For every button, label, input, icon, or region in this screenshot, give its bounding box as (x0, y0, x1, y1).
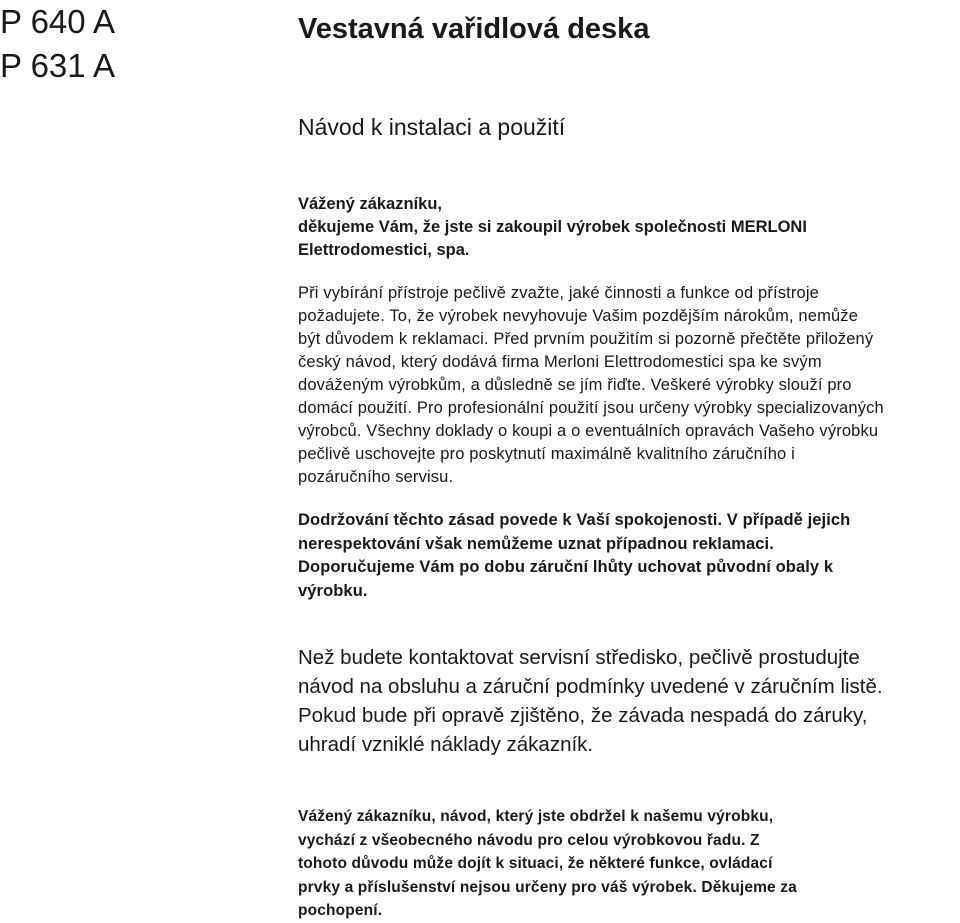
model-number: P 640 A (0, 3, 116, 40)
notice-line: výrobku. (298, 581, 368, 600)
greeting-paragraph (298, 193, 958, 262)
greeting-line: Elettrodomestici, spa. (298, 241, 470, 259)
service-paragraph (298, 643, 958, 759)
intro-line: pečlivě uschovejte pro poskytnutí maximálně kvalitního záručního i (298, 445, 795, 463)
intro-line: výrobců. Všechny doklady o koupi a o eventuálních opravách Vašeho výrobku (298, 422, 879, 440)
intro-line: požadujete. To, že výrobek nevyhovuje Vašim pozdějším nárokům, nemůže (298, 307, 859, 325)
greeting-line: Vážený zákazníku, (298, 195, 442, 213)
document-subtitle: Návod k instalaci a použití (298, 114, 566, 140)
service-line: návod na obsluhu a záruční podmínky uvedené v záručním listě. (298, 675, 883, 698)
intro-line: být důvodem k reklamaci. Před prvním použitím si pozorně přečtěte přiložený (298, 330, 874, 348)
note-line: vychází z všeobecného návodu pro celou výrobkovou řadu. Z (298, 831, 760, 849)
document-title: Vestavná vařidlová deska (298, 13, 650, 45)
intro-line: český návod, který dodává firma Merloni Elettrodomestici spa ke svým (298, 353, 822, 371)
service-line: uhradí vzniklé náklady zákazník. (298, 733, 594, 756)
notice-line: nerespektování však nemůžeme uznat případnou reklamaci. (298, 534, 774, 553)
note-line: prvky a příslušenství nejsou určeny pro váš výrobek. Děkujeme za (298, 878, 797, 896)
manual-note (298, 805, 958, 923)
notice-line: Dodržování těchto zásad povede k Vaší spokojenosti. V případě jejich (298, 511, 851, 529)
intro-paragraph (298, 282, 958, 489)
model-number: P 631 A (0, 47, 116, 84)
intro-line: domácí použití. Pro profesionální použití jsou určeny výrobky specializovaných (298, 399, 884, 417)
notice-line: Doporučujeme Vám po dobu záruční lhůty uchovat původní obaly k (298, 558, 834, 576)
intro-line: Při vybírání přístroje pečlivě zvažte, jaké činnosti a funkce od přístroje (298, 284, 819, 302)
warranty-notice (298, 509, 958, 603)
greeting-line: děkujeme Vám, že jste si zakoupil výrobek společnosti MERLONI (298, 218, 807, 236)
model-numbers (0, 0, 115, 88)
intro-line: dováženým výrobkům, a důsledně se jím řiďte. Veškeré výrobky slouží pro (298, 376, 852, 394)
intro-line: pozáručního servisu. (298, 468, 454, 486)
note-line: Vážený zákazníku, návod, který jste obdržel k našemu výrobku, (298, 808, 774, 825)
service-line: Pokud bude při opravě zjištěno, že závada nespadá do záruky, (298, 704, 868, 727)
note-line: pochopení. (298, 902, 383, 919)
note-line: tohoto důvodu může dojít k situaci, že některé funkce, ovládací (298, 855, 773, 872)
service-line: Než budete kontaktovat servisní středisko, pečlivě prostudujte (298, 646, 860, 669)
